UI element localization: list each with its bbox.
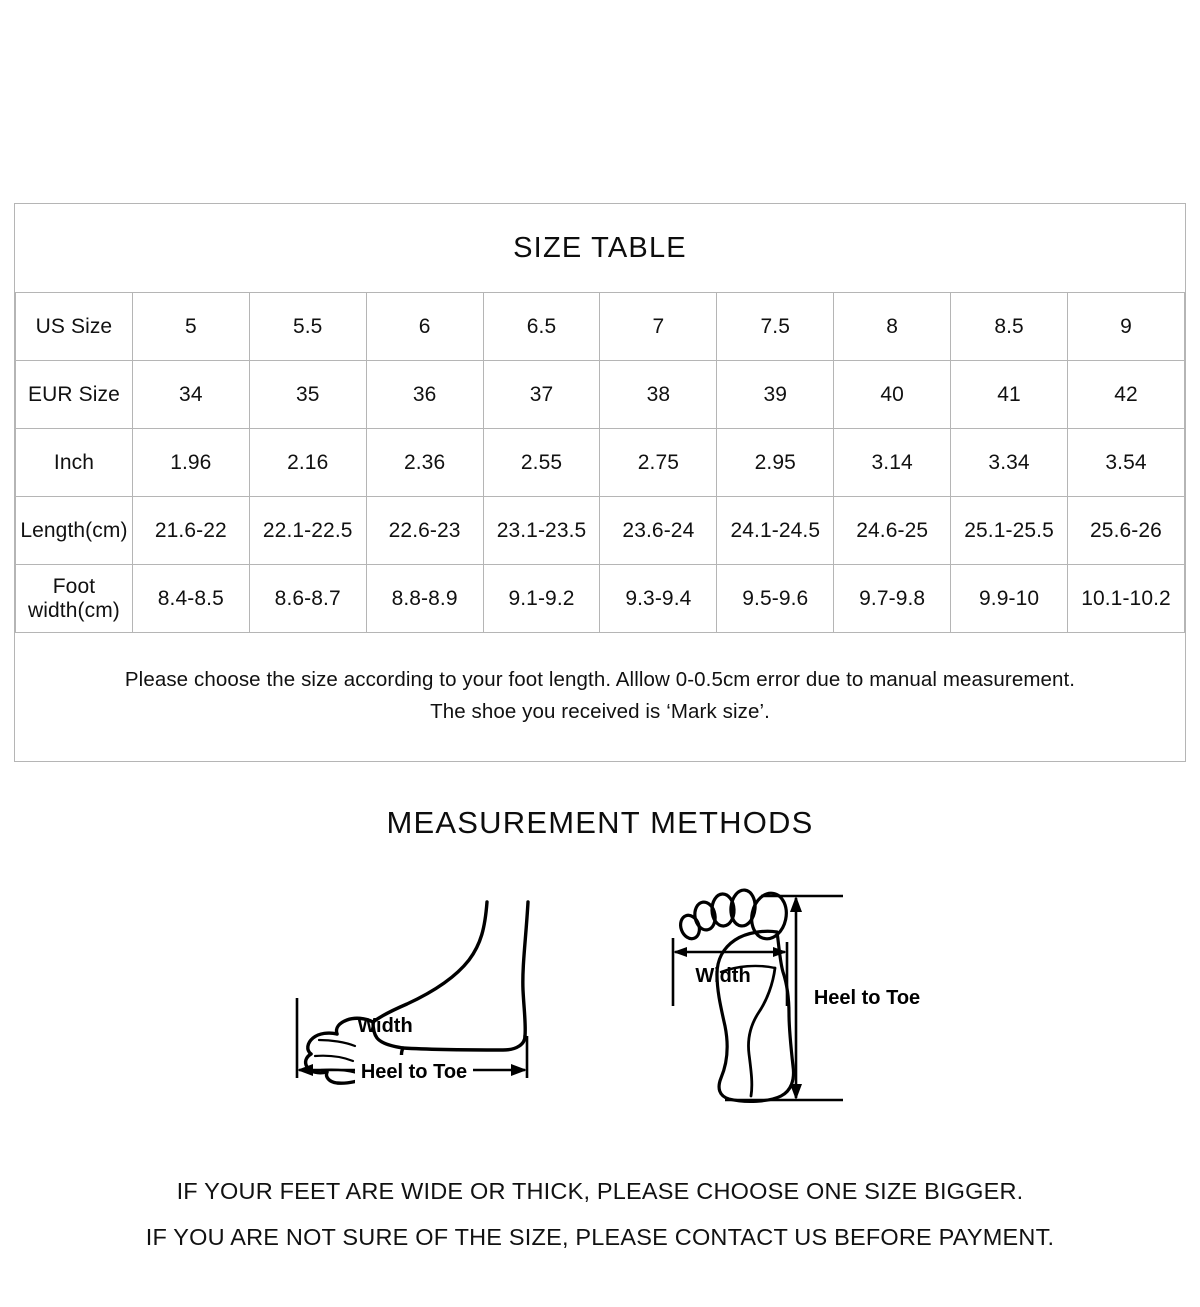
cell-length-7: 25.1-25.5 <box>951 497 1068 565</box>
size-table <box>15 204 1185 761</box>
cell-eur-size-8: 42 <box>1068 361 1185 429</box>
cell-us-size-3: 6.5 <box>483 293 600 361</box>
cell-inch-2: 2.36 <box>366 429 483 497</box>
cell-foot-width-1: 8.6-8.7 <box>249 565 366 633</box>
cell-us-size-6: 8 <box>834 293 951 361</box>
cell-length-2: 22.6-23 <box>366 497 483 565</box>
cell-length-6: 24.6-25 <box>834 497 951 565</box>
table-row <box>16 565 1185 633</box>
cell-eur-size-1: 35 <box>249 361 366 429</box>
cell-inch-0: 1.96 <box>132 429 249 497</box>
size-table-note-line-1: Please choose the size according to your foot length. Alllow 0-0.5cm error due to manual measurement. <box>124 668 1076 691</box>
sole-view-width-label: Width <box>695 965 751 987</box>
table-row <box>16 293 1185 361</box>
cell-length-5: 24.1-24.5 <box>717 497 834 565</box>
cell-foot-width-7: 9.9-10 <box>951 565 1068 633</box>
cell-eur-size-2: 36 <box>366 361 483 429</box>
cell-eur-size-0: 34 <box>132 361 249 429</box>
size-table-note <box>16 633 1185 762</box>
cell-foot-width-0: 8.4-8.5 <box>132 565 249 633</box>
size-table-title: SIZE TABLE <box>16 204 1185 293</box>
side-view-heel-to-toe-label: Heel to Toe <box>360 1061 468 1083</box>
cell-us-size-5: 7.5 <box>717 293 834 361</box>
size-table-title-row <box>16 204 1185 293</box>
cell-length-3: 23.1-23.5 <box>483 497 600 565</box>
cell-length-1: 22.1-22.5 <box>249 497 366 565</box>
row-header-foot-width-cm: Foot width(cm) <box>16 565 133 633</box>
cell-length-8: 25.6-26 <box>1068 497 1185 565</box>
table-row <box>16 429 1185 497</box>
table-row <box>16 497 1185 565</box>
table-row <box>16 361 1185 429</box>
size-table-note-row <box>16 633 1185 762</box>
row-header-length-cm: Length(cm) <box>16 497 133 565</box>
cell-inch-7: 3.34 <box>951 429 1068 497</box>
cell-foot-width-2: 8.8-8.9 <box>366 565 483 633</box>
cell-inch-8: 3.54 <box>1068 429 1185 497</box>
cell-inch-5: 2.95 <box>717 429 834 497</box>
cell-inch-6: 3.14 <box>834 429 951 497</box>
cell-eur-size-4: 38 <box>600 361 717 429</box>
cell-us-size-7: 8.5 <box>951 293 1068 361</box>
cell-foot-width-8: 10.1-10.2 <box>1068 565 1185 633</box>
row-header-us-size: US Size <box>16 293 133 361</box>
bottom-notes <box>0 1168 1200 1260</box>
cell-length-0: 21.6-22 <box>132 497 249 565</box>
row-header-eur-size: EUR Size <box>16 361 133 429</box>
measurement-methods-title: MEASUREMENT METHODS <box>386 805 814 840</box>
cell-foot-width-3: 9.1-9.2 <box>483 565 600 633</box>
measurement-diagrams <box>0 880 1200 1110</box>
row-header-inch: Inch <box>16 429 133 497</box>
cell-us-size-4: 7 <box>600 293 717 361</box>
cell-inch-1: 2.16 <box>249 429 366 497</box>
cell-foot-width-5: 9.5-9.6 <box>717 565 834 633</box>
cell-eur-size-5: 39 <box>717 361 834 429</box>
cell-foot-width-6: 9.7-9.8 <box>834 565 951 633</box>
side-view-width-label: Width <box>357 1015 413 1037</box>
cell-eur-size-6: 40 <box>834 361 951 429</box>
cell-foot-width-4: 9.3-9.4 <box>600 565 717 633</box>
cell-us-size-0: 5 <box>132 293 249 361</box>
size-table-panel <box>14 203 1186 762</box>
size-table-note-line-2: The shoe you received is ‘Mark size’. <box>430 700 770 723</box>
cell-inch-3: 2.55 <box>483 429 600 497</box>
cell-eur-size-3: 37 <box>483 361 600 429</box>
sole-view-heel-to-toe-label: Heel to Toe <box>813 987 921 1009</box>
foot-sole-view-diagram <box>665 880 925 1105</box>
cell-length-4: 23.6-24 <box>600 497 717 565</box>
cell-us-size-8: 9 <box>1068 293 1185 361</box>
cell-eur-size-7: 41 <box>951 361 1068 429</box>
bottom-note-line-2: IF YOU ARE NOT SURE OF THE SIZE, PLEASE CONTACT US BEFORE PAYMENT. <box>145 1224 1055 1250</box>
cell-us-size-2: 6 <box>366 293 483 361</box>
bottom-note-line-1: IF YOUR FEET ARE WIDE OR THICK, PLEASE CHOOSE ONE SIZE BIGGER. <box>176 1178 1024 1204</box>
foot-side-view-diagram <box>285 880 545 1105</box>
cell-inch-4: 2.75 <box>600 429 717 497</box>
cell-us-size-1: 5.5 <box>249 293 366 361</box>
